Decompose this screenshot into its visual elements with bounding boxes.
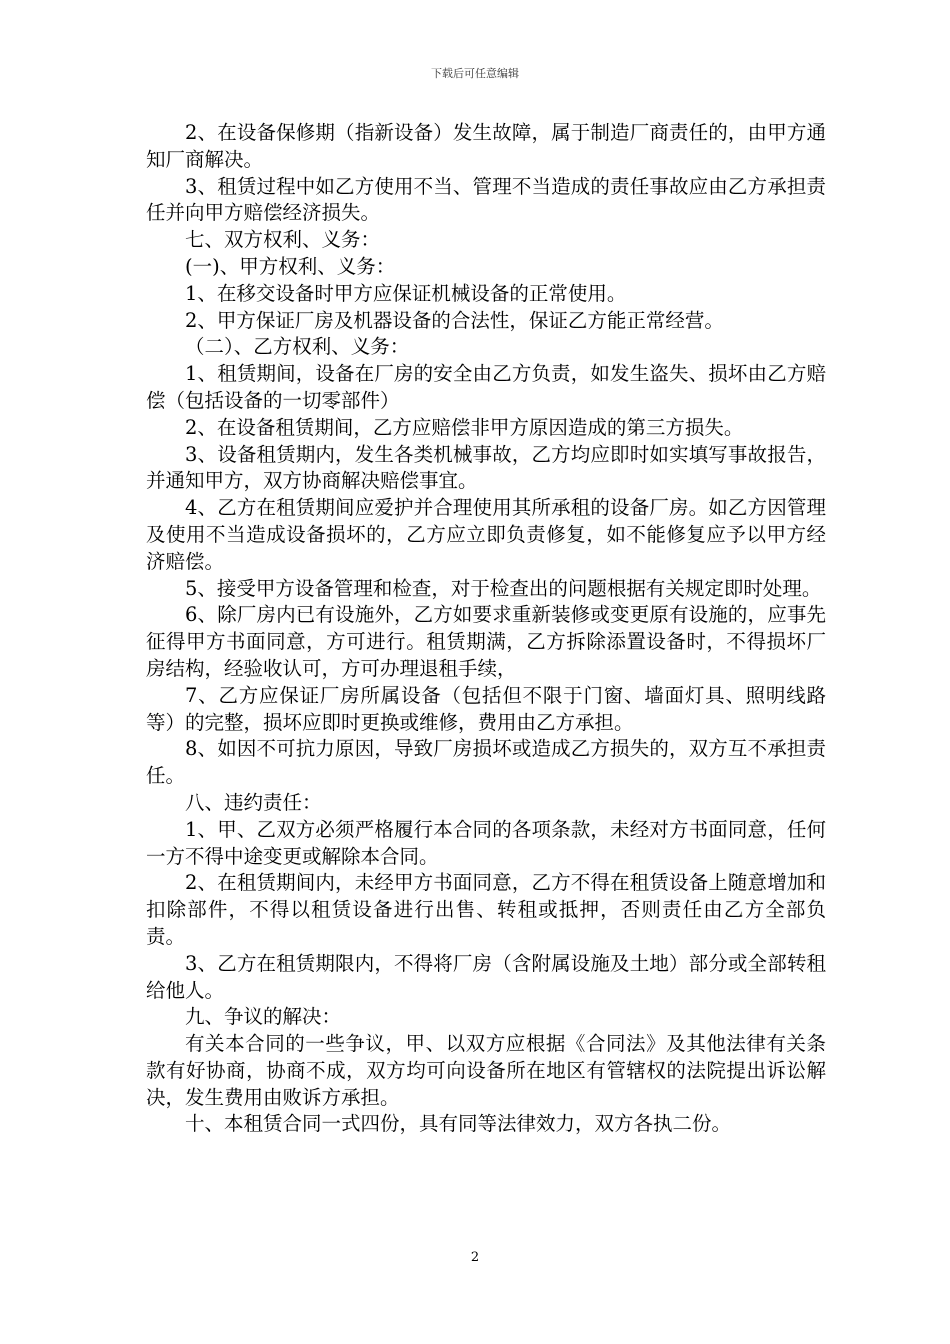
section-heading: 七、双方权利、义务： — [185, 228, 381, 252]
paragraph: 3、乙方在租赁期限内，不得将厂房（含附属设施及土地）部分或全部转租给他人。 — [146, 951, 826, 1002]
paragraph: 1、甲、乙双方必须严格履行本合同的各项条款，未经对方书面同意，任何一方不得中途变更或解除本合同。 — [146, 817, 826, 868]
paragraph: 6、除厂房内已有设施外，乙方如要求重新装修或变更原有设施的，应事先征得甲方书面同意，方可进行。租赁期满，乙方拆除添置设备时，不得损坏厂房结构，经验收认可，方可办理退租手续， — [146, 603, 826, 680]
paragraph: 7、乙方应保证厂房所属设备（包括但不限于门窗、墙面灯具、照明线路等）的完整，损坏应即时更换或维修，费用由乙方承担。 — [146, 683, 826, 734]
document-body — [146, 120, 826, 1138]
page-number: 2 — [470, 1250, 480, 1265]
paragraph: 有关本合同的一些争议，甲、以双方应根据《合同法》及其他法律有关条款有好协商，协商不成，双方均可向设备所在地区有管辖权的法院提出诉讼解决，发生费用由败诉方承担。 — [146, 1032, 826, 1109]
paragraph: 1、租赁期间，设备在厂房的安全由乙方负责，如发生盗失、损坏由乙方赔偿（包括设备的一切零部件） — [146, 362, 826, 412]
paragraph: 2、在设备保修期（指新设备）发生故障，属于制造厂商责任的，由甲方通知厂商解决。 — [146, 121, 826, 171]
paragraph: 3、租赁过程中如乙方使用不当、管理不当造成的责任事故应由乙方承担责任并向甲方赔偿经济损失。 — [146, 174, 826, 225]
subsection-heading: (一)、甲方权利、义务： — [185, 254, 396, 278]
paragraph: 3、设备租赁期内，发生各类机械事故，乙方均应即时如实填写事故报告，并通知甲方，双方协商解决赔偿事宜。 — [146, 442, 826, 493]
section-heading: 八、违约责任： — [185, 790, 322, 814]
section-heading: 九、争议的解决： — [185, 1005, 342, 1029]
paragraph: 8、如因不可抗力原因，导致厂房损坏或造成乙方损失的，双方互不承担责任。 — [146, 737, 826, 788]
paragraph: 5、接受甲方设备管理和检查，对于检查出的问题根据有关规定即时处理。 — [185, 576, 822, 600]
subsection-heading: （二）、乙方权利、义务： — [185, 335, 410, 359]
header-note: 下载后可任意编辑 — [431, 67, 519, 80]
paragraph: 2、在设备租赁期间，乙方应赔偿非甲方原因造成的第三方损失。 — [185, 415, 744, 439]
paragraph: 十、本租赁合同一式四份，具有同等法律效力，双方各执二份。 — [185, 1112, 732, 1136]
paragraph: 2、甲方保证厂房及机器设备的合法性，保证乙方能正常经营。 — [185, 308, 724, 332]
paragraph: 1、在移交设备时甲方应保证机械设备的正常使用。 — [185, 281, 627, 305]
paragraph: 2、在租赁期间内，未经甲方书面同意，乙方不得在租赁设备上随意增加和扣除部件，不得以租赁设备进行出售、转租或抵押，否则责任由乙方全部负责。 — [146, 871, 826, 948]
paragraph: 4、乙方在租赁期间应爱护并合理使用其所承租的设备厂房。如乙方因管理及使用不当造成设备损坏的，乙方应立即负责修复，如不能修复应予以甲方经济赔偿。 — [146, 496, 826, 573]
